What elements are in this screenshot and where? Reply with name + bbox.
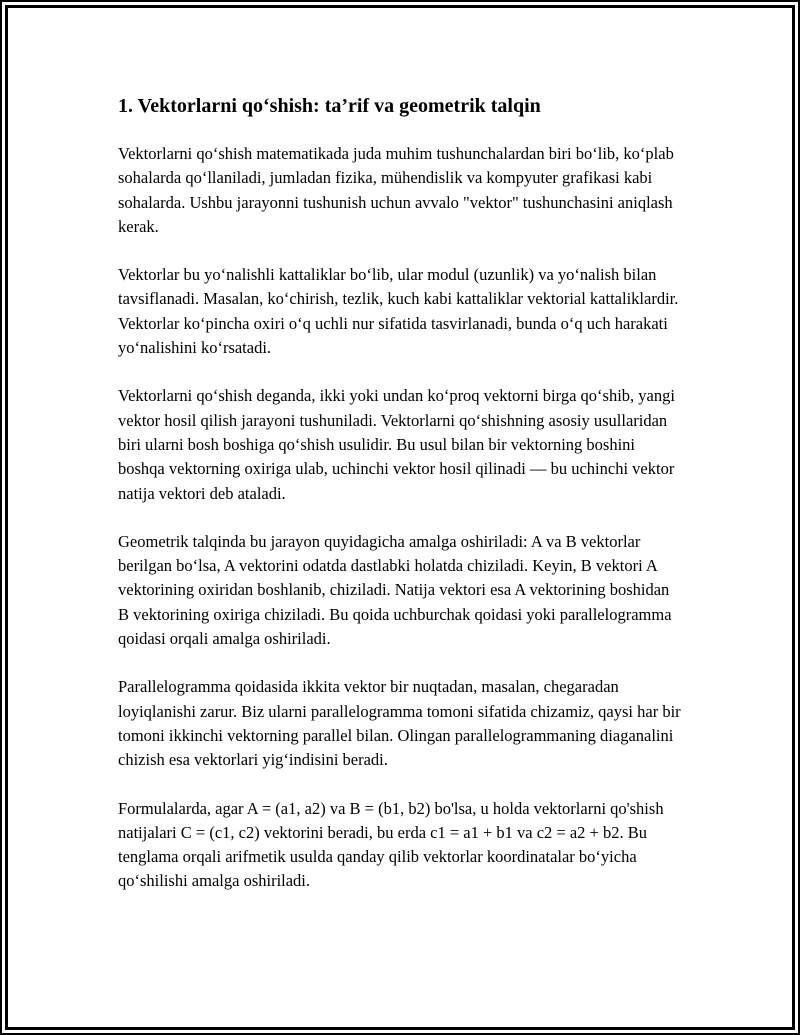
paragraph-intro: Vektorlarni qoʻshish matematikada juda muhim tushunchalardan biri boʻlib, koʻplab sohalarda qoʻllaniladi, jumladan fizika, mühendislik va kompyuter grafikasi kabi sohalarda. Ushbu jarayonni tushunish uchun avvalo "vektor" tushunchasini aniqlash kerak.: [118, 144, 674, 236]
paragraph-addition-definition: Vektorlarni qoʻshish deganda, ikki yoki undan koʻproq vektorni birga qoʻshib, yangi vektor hosil qilish jarayoni tushuniladi. Vektorlarni qoʻshishning asosiy usullaridan biri ularni bosh boshiga qoʻshish usulidir. Bu usul bilan bir vektorning boshini boshqa vektorning oxiriga ulab, uchinchi vektor hosil qilinadi — bu uchinchi vektor natija vektori deb ataladi.: [118, 386, 675, 503]
document-border: [5, 5, 795, 1030]
document-content: [8, 8, 792, 894]
paragraph-parallelogram-rule: Parallelogramma qoidasida ikkita vektor bir nuqtadan, masalan, chegaradan loyiqlanishi zarur. Biz ularni parallelogramma tomoni sifatida chizamiz, qaysi har bir tomoni ikkinchi vektorning parallel bilan. Olingan parallelogrammaning diaganalini chizish esa vektorlari yigʻindisini beradi.: [118, 677, 681, 770]
page-title: 1. Vektorlarni qoʻshish: ta’rif va geometrik talqin: [118, 95, 541, 117]
paragraph-vector-definition: Vektorlar bu yoʻnalishli kattaliklar boʻlib, ular modul (uzunlik) va yoʻnalish bilan tavsiflanadi. Masalan, koʻchirish, tezlik, kuch kabi kattaliklar vektorial kattaliklardir. Vektorlar koʻpincha oxiri oʻq uchli nur sifatida tasvirlanadi, bunda oʻq uch harakati yoʻnalishini koʻrsatadi.: [118, 265, 679, 358]
paragraph-formula: Formulalarda, agar A = (a1, a2) va B = (b1, b2) bo'lsa, u holda vektorlarni qo'shish natijalari C = (c1, c2) vektorini beradi, bu erda c1 = a1 + b1 va c2 = a2 + b2. Bu tenglama orqali arifmetik usulda qanday qilib vektorlar koordinatalar boʻyicha qoʻshilishi amalga oshiriladi.: [118, 798, 664, 891]
paragraph-geometric-interpretation: Geometrik talqinda bu jarayon quyidagicha amalga oshiriladi: A va B vektorlar berilgan boʻlsa, A vektorini odatda dastlabki holatda chiziladi. Keyin, B vektori A vektorining oxiridan boshlanib, chiziladi. Natija vektori esa A vektorining boshidan B vektorining oxiriga chiziladi. Bu qoida uchburchak qoidasi yoki parallelogramma qoidasi orqali amalga oshiriladi.: [118, 531, 672, 649]
